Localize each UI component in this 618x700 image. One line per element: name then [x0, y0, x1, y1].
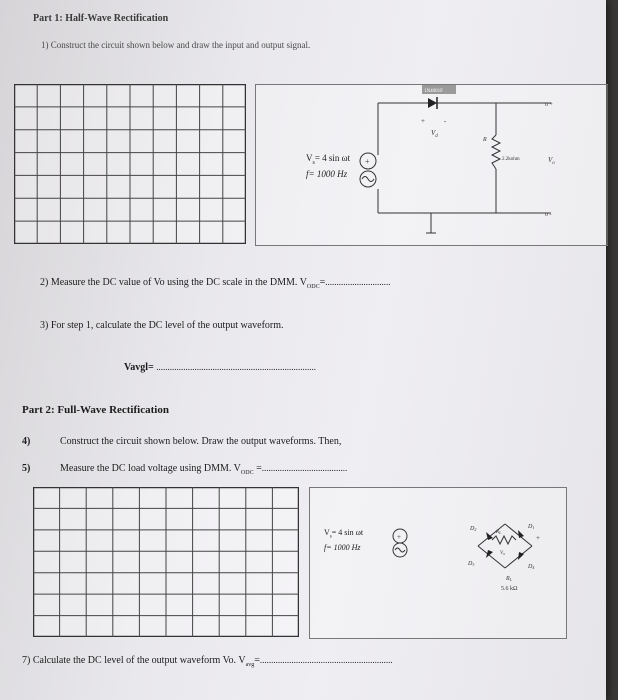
load-resistor-label: $R_L$ — [496, 530, 502, 535]
full-wave-bridge-circuit — [310, 488, 566, 638]
question-1: 1) Construct the circuit shown below and draw the input and output signal. — [41, 40, 311, 50]
part1-circuit-box — [255, 84, 608, 246]
load-resistor-icon — [492, 536, 516, 544]
part2-circuit-box — [309, 487, 567, 639]
vavg-label: Vavgl= ....................................................................... — [124, 362, 317, 373]
vo-label: $V_o$ — [500, 551, 506, 556]
question-3: 3) For step 1, calculate the DC level of the output waveform. — [40, 320, 284, 331]
part2-source-label: $V_s= 4$ sin ωt f= 1000 Hz — [324, 528, 364, 552]
resistor-icon — [492, 135, 500, 169]
diode-d1-label: D1 — [528, 524, 535, 530]
vd-label: $V_d$ — [431, 129, 438, 139]
part1-source-label: $V_s= 4$ sin ωt f= 1000 Hz — [306, 153, 351, 179]
diode-d3-label: D3 — [468, 561, 475, 567]
source-plus: + — [397, 533, 401, 541]
question-4-number: 4) — [22, 436, 31, 447]
diode-icon — [428, 98, 437, 108]
diode-d1-icon — [518, 530, 524, 538]
question-7: 7) Calculate the DC level of the output waveform Vo. $V_{avg}=$........................................................... — [22, 655, 393, 668]
output-minus-terminal: o - — [545, 212, 552, 218]
rl-label: RL — [506, 576, 512, 582]
part2-waveform-grid — [33, 487, 299, 637]
source-plus: + — [365, 157, 370, 166]
output-plus: + — [536, 534, 540, 542]
diode-label: 1N4001F — [424, 89, 443, 94]
part2-title: Part 2: Full-Wave Rectification — [22, 404, 169, 416]
vo-label: $V_o$ — [548, 156, 555, 166]
bridge-arm-lower-left — [478, 546, 505, 568]
sine-wave-icon — [395, 548, 405, 552]
diode-d4-label: D4 — [528, 564, 535, 570]
resistor-value: 2.2kohm — [502, 157, 520, 162]
diode-d2-label: D2 — [470, 526, 477, 532]
diode-plus: + — [421, 117, 425, 125]
part1-waveform-grid — [14, 84, 246, 244]
sine-wave-icon — [362, 177, 374, 182]
rl-value: 5.6 kΩ — [501, 586, 518, 592]
resistor-label: R — [483, 137, 487, 143]
question-5-number: 5) — [22, 463, 31, 474]
output-plus-terminal: o + — [545, 102, 553, 108]
diode-minus: - — [444, 117, 447, 125]
question-4: Construct the circuit shown below. Draw the output waveforms. Then, — [60, 436, 342, 447]
part1-title: Part 1: Half-Wave Rectification — [33, 13, 169, 24]
question-2: 2) Measure the DC value of Vo using the DC scale in the DMM. $V_{ODC}=$............................. — [40, 277, 391, 290]
question-5: Measure the DC load voltage using DMM. $V_{ODC}$ =...................................... — [60, 463, 348, 476]
